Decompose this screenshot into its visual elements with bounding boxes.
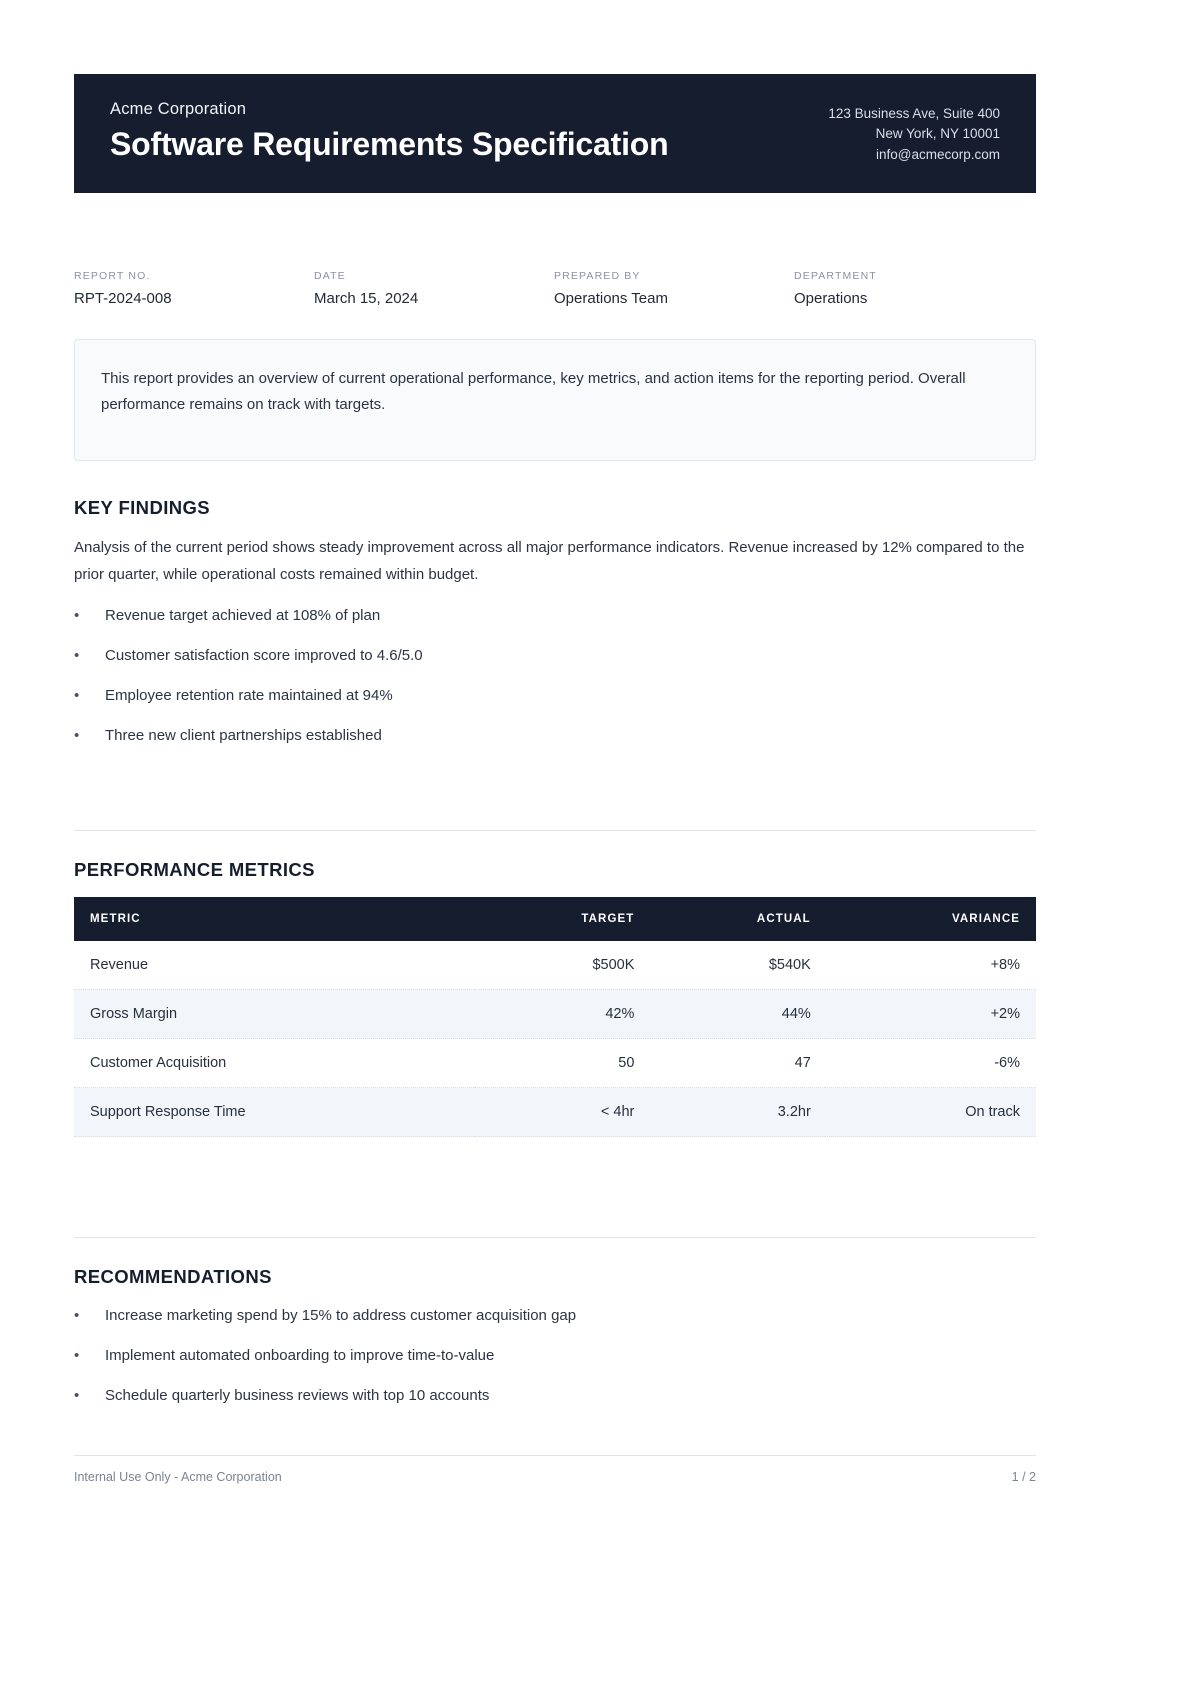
- meta-label: REPORT NO.: [74, 270, 151, 282]
- cell-variance: -6%: [825, 1039, 1036, 1088]
- meta-label: DATE: [314, 270, 346, 282]
- meta-label: PREPARED BY: [554, 270, 641, 282]
- page-title: Software Requirements Specification: [110, 126, 669, 162]
- meta-field-date: [314, 270, 554, 307]
- meta-label: DEPARTMENT: [794, 270, 877, 282]
- recommendations-list: [74, 1304, 1036, 1424]
- meta-value: RPT-2024-008: [74, 290, 172, 307]
- meta-value: Operations Team: [554, 290, 668, 307]
- address-line-1: 123 Business Ave, Suite 400: [828, 106, 1000, 121]
- list-item: • Three new client partnerships established: [74, 724, 1036, 764]
- organization-name: Acme Corporation: [110, 100, 247, 118]
- meta-field-report-no: [74, 270, 314, 307]
- summary-text: This report provides an overview of current operational performance, key metrics, and action items for the reporting period. Overall performance remains on track with targets.: [101, 370, 966, 414]
- performance-metrics-table: [74, 897, 1036, 1137]
- list-item: • Employee retention rate maintained at 94%: [74, 684, 1036, 724]
- cell-metric: Gross Margin: [74, 990, 474, 1039]
- cell-actual: $540K: [648, 941, 824, 990]
- document-header: [74, 74, 1036, 193]
- header-left: [110, 100, 668, 164]
- table-body: [74, 941, 1036, 1137]
- column-header-actual: ACTUAL: [648, 897, 824, 941]
- table-head: [74, 897, 1036, 941]
- list-item: • Customer satisfaction score improved to 4.6/5.0: [74, 644, 1036, 684]
- cell-metric: Revenue: [74, 941, 474, 990]
- key-findings-list: [74, 604, 1036, 764]
- table-row: [74, 1088, 1036, 1137]
- column-header-metric: METRIC: [74, 897, 474, 941]
- cell-metric: Support Response Time: [74, 1088, 474, 1137]
- cell-actual: 3.2hr: [648, 1088, 824, 1137]
- executive-summary-box: [74, 339, 1036, 461]
- section-key-findings: [74, 497, 1036, 764]
- list-item: • Implement automated onboarding to improve time-to-value: [74, 1344, 1036, 1384]
- cell-variance: +2%: [825, 990, 1036, 1039]
- section-divider: [74, 1237, 1036, 1238]
- meta-value: March 15, 2024: [314, 290, 419, 307]
- address-line-2: New York, NY 10001: [875, 126, 1000, 142]
- document-footer: [74, 1455, 1036, 1484]
- cell-target: < 4hr: [474, 1088, 649, 1137]
- meta-field-prepared-by: [554, 270, 794, 307]
- list-item: • Increase marketing spend by 15% to address customer acquisition gap: [74, 1304, 1036, 1344]
- section-recommendations: [74, 1237, 1036, 1424]
- footer-confidentiality-note: Internal Use Only - Acme Corporation: [74, 1470, 282, 1484]
- document-meta: [74, 270, 1036, 307]
- column-header-variance: VARIANCE: [825, 897, 1036, 941]
- meta-field-department: [794, 270, 1034, 307]
- section-performance-metrics: [74, 830, 1036, 1137]
- section-divider: [74, 830, 1036, 831]
- cell-actual: 44%: [648, 990, 824, 1039]
- cell-target: 42%: [474, 990, 649, 1039]
- footer-page-number: 1 / 2: [1011, 1470, 1036, 1484]
- company-address: [828, 100, 1000, 165]
- key-findings-paragraph: Analysis of the current period shows steady improvement across all major performance indicators. Revenue increased by 12% compared to the prior quarter, while operational costs remained within budget.: [74, 539, 1025, 583]
- meta-value: Operations: [794, 290, 868, 307]
- section-heading-performance-metrics: PERFORMANCE METRICS: [74, 859, 315, 880]
- cell-actual: 47: [648, 1039, 824, 1088]
- cell-variance: +8%: [825, 941, 1036, 990]
- list-item: • Revenue target achieved at 108% of plan: [74, 604, 1036, 644]
- table-row: [74, 1039, 1036, 1088]
- cell-variance: On track: [825, 1088, 1036, 1137]
- column-header-target: TARGET: [474, 897, 649, 941]
- cell-target: 50: [474, 1039, 649, 1088]
- section-heading-key-findings: KEY FINDINGS: [74, 497, 211, 518]
- cell-metric: Customer Acquisition: [74, 1039, 474, 1088]
- list-item: • Schedule quarterly business reviews with top 10 accounts: [74, 1384, 1036, 1424]
- cell-target: $500K: [474, 941, 649, 990]
- contact-email: info@acmecorp.com: [876, 146, 1000, 162]
- table-row: [74, 990, 1036, 1039]
- table-row: [74, 941, 1036, 990]
- section-heading-recommendations: RECOMMENDATIONS: [74, 1266, 272, 1287]
- table-header-row: [74, 897, 1036, 941]
